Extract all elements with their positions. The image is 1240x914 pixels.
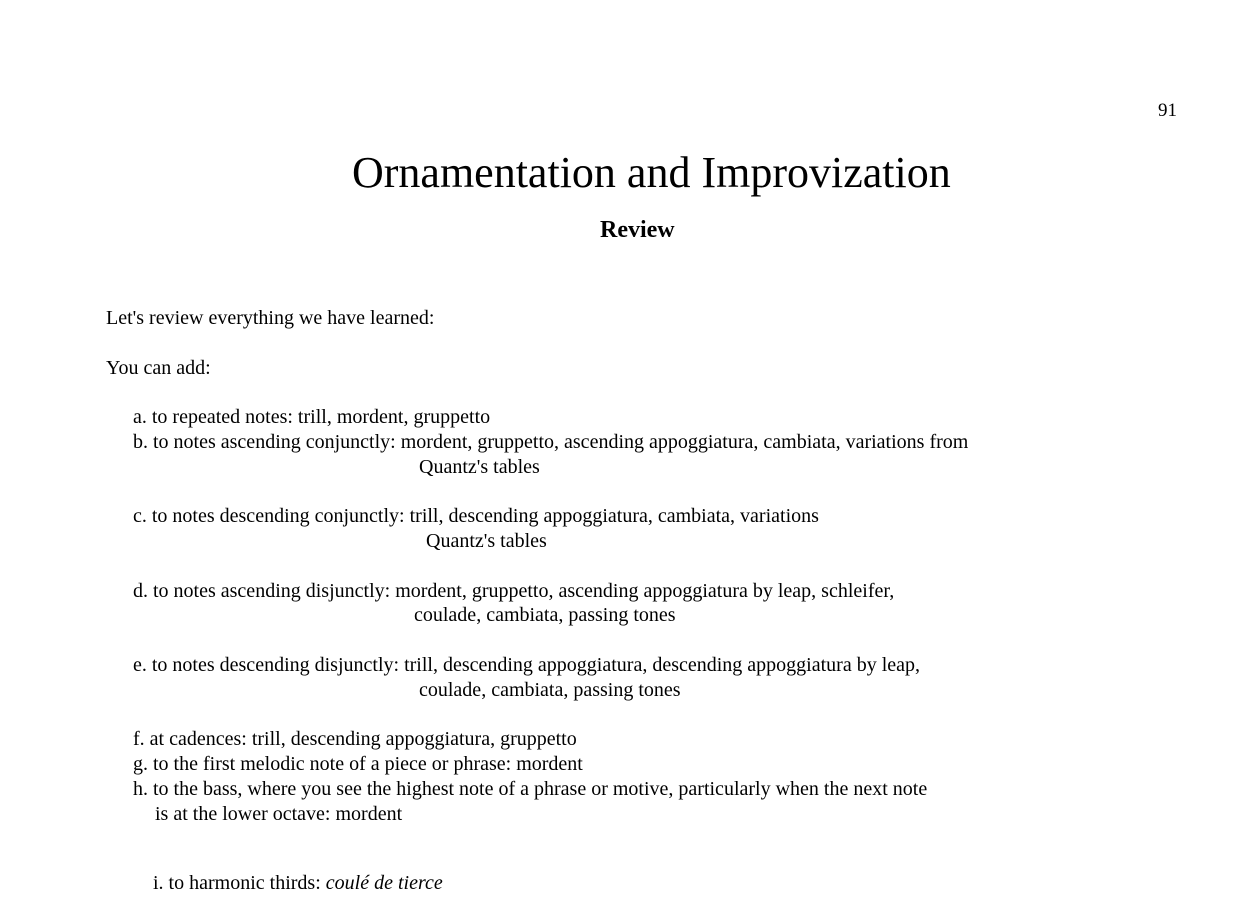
page-title: Ornamentation and Improvization	[352, 148, 951, 197]
list-item: d. to notes ascending disjunctly: mordent, gruppetto, ascending appoggiatura by leap, schleifer,	[133, 580, 895, 602]
list-item: b. to notes ascending conjunctly: mordent, gruppetto, ascending appoggiatura, cambiata, variations from	[133, 431, 969, 453]
section-subtitle: Review	[600, 217, 675, 243]
list-item: c. to notes descending conjunctly: trill, descending appoggiatura, cambiata, variations	[133, 505, 819, 527]
list-item-continuation: coulade, cambiata, passing tones	[419, 679, 681, 701]
list-item-continuation: coulade, cambiata, passing tones	[414, 604, 676, 626]
list-item: e. to notes descending disjunctly: trill, descending appoggiatura, descending appoggiatura by leap,	[133, 654, 921, 676]
list-item: g. to the first melodic note of a piece or phrase: mordent	[133, 753, 583, 775]
page-number: 91	[1158, 100, 1177, 121]
list-item-continuation: Quantz's tables	[419, 456, 540, 478]
intro-line: Let's review everything we have learned:	[106, 307, 435, 329]
list-item	[133, 853, 443, 913]
list-item-emphasis: coulé de tierce	[325, 872, 443, 894]
intro-line: You can add:	[106, 357, 211, 379]
list-item: a. to repeated notes: trill, mordent, gruppetto	[133, 406, 491, 428]
list-item: f. at cadences: trill, descending appoggiatura, gruppetto	[133, 728, 577, 750]
list-item-continuation: is at the lower octave: mordent	[155, 803, 403, 825]
list-item: h. to the bass, where you see the highest note of a phrase or motive, particularly when the next note	[133, 778, 928, 800]
list-item-text: i. to harmonic thirds:	[153, 872, 326, 894]
list-item-continuation: Quantz's tables	[426, 530, 547, 552]
